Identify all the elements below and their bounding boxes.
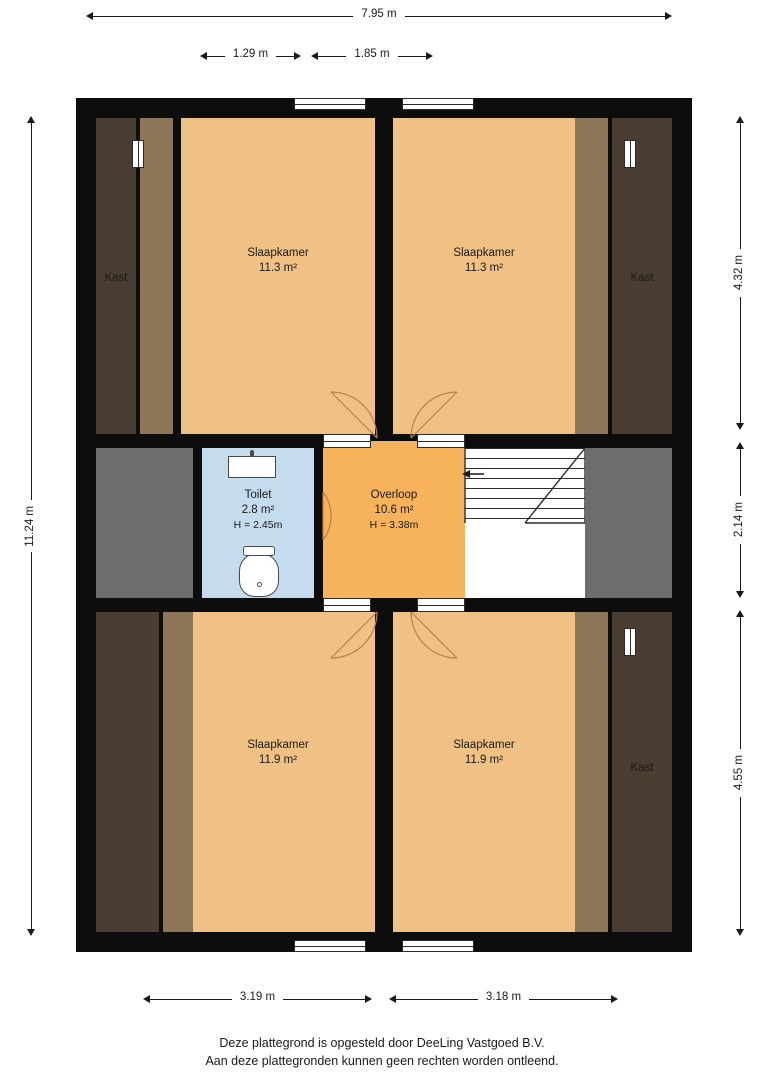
dimension-line [740, 449, 741, 496]
room-area: 10.6 m² [374, 504, 414, 516]
stair-stringer [465, 448, 595, 538]
arrow-left [86, 12, 93, 20]
closet-label-top-right [614, 271, 670, 286]
closet-name: Kast [630, 762, 654, 774]
closet-label-bottom-right [614, 761, 670, 776]
door-bottom-right-bedroom [407, 610, 467, 660]
window-right-upper [624, 140, 636, 168]
room-label-bottom-left [202, 738, 354, 768]
dimension-line [396, 999, 478, 1000]
dimension-line [150, 999, 232, 1000]
arrow-down [736, 591, 744, 598]
arrow-down [736, 423, 744, 430]
dimension-line [31, 123, 32, 500]
room-area: 11.3 m² [464, 262, 504, 274]
wc-cistern-icon [243, 546, 275, 556]
room-area: 11.9 m² [464, 754, 504, 766]
room-name: Overloop [370, 489, 418, 501]
dimension-label: 1.29 m [232, 48, 269, 61]
dimension-label: 2.14 m [733, 502, 746, 538]
closet-divider-bottom-left [159, 612, 163, 932]
closet-divider-bottom-right [608, 612, 612, 932]
party-wall-top [375, 98, 393, 434]
window-bottom-right [402, 940, 474, 952]
room-label-bottom-right [408, 738, 560, 768]
window-right-lower [624, 628, 636, 656]
wc-bowl-icon [239, 553, 279, 597]
dimension-label: 4.55 m [733, 755, 746, 791]
room-label-toilet [200, 488, 316, 533]
room-name: Slaapkamer [453, 739, 515, 751]
doorway-bottom-left [323, 598, 371, 612]
arrow-left [311, 52, 318, 60]
arrow-up [736, 610, 744, 617]
sink-fixture [228, 456, 276, 478]
dimension-label: 7.95 m [361, 8, 397, 21]
stair-direction-arrow [462, 466, 486, 482]
dimension-label: 11.24 m [24, 505, 37, 547]
window-bottom-left [294, 940, 366, 952]
dimension-line [398, 56, 426, 57]
arrow-up [27, 116, 35, 123]
window-top-left [294, 98, 366, 110]
room-name: Slaapkamer [247, 247, 309, 259]
arrow-right [294, 52, 301, 60]
dimension-right-seg-2 [733, 442, 747, 598]
room-slaapkamer-bottom-right [393, 612, 575, 932]
arrow-left [389, 995, 396, 1003]
closet-band-bottom-right [575, 612, 612, 932]
room-label-overloop [324, 488, 464, 533]
room-name: Slaapkamer [453, 247, 515, 259]
dimension-line [93, 16, 353, 17]
doorway-bottom-right [417, 598, 465, 612]
closet-divider-top-right [608, 118, 612, 434]
dimension-top-overall [86, 9, 672, 23]
arrow-left [200, 52, 207, 60]
dimension-line [276, 56, 294, 57]
dimension-line [318, 56, 346, 57]
room-area: 11.3 m² [258, 262, 298, 274]
room-name: Slaapkamer [247, 739, 309, 751]
grey-zone-middle-right [585, 448, 672, 598]
window-left-upper [132, 140, 144, 168]
sink-tap-icon [250, 450, 254, 457]
arrow-up [736, 442, 744, 449]
dimension-line [31, 552, 32, 929]
dimension-label: 4.32 m [733, 255, 746, 291]
wc-button-icon [257, 582, 262, 587]
room-slaapkamer-top-right [393, 118, 575, 434]
building-outline [76, 98, 692, 952]
doorway-top-right [417, 434, 465, 448]
dimension-line [740, 123, 741, 249]
door-top-left-bedroom [321, 390, 381, 440]
arrow-right [426, 52, 433, 60]
dimension-label: 3.18 m [485, 991, 522, 1004]
room-slaapkamer-top-left [181, 118, 375, 434]
dimension-right-seg-1 [733, 116, 747, 430]
grey-zone-middle-left [96, 448, 193, 598]
closet-label-top-left [88, 271, 144, 286]
room-label-top-right [408, 246, 560, 276]
arrow-right [611, 995, 618, 1003]
arrow-right [365, 995, 372, 1003]
door-bottom-left-bedroom [321, 610, 381, 660]
room-slaapkamer-bottom-left [193, 612, 375, 932]
dimension-label: 1.85 m [354, 48, 390, 61]
dimension-line [283, 999, 365, 1000]
closet-name: Kast [630, 272, 654, 284]
dimension-right-seg-3 [733, 610, 747, 936]
party-wall-bottom [375, 612, 393, 952]
dimension-line [740, 797, 741, 929]
footer-disclaimer [0, 1034, 764, 1070]
dimension-label: 3.19 m [239, 991, 276, 1004]
window-top-right [402, 98, 474, 110]
dimension-line [740, 617, 741, 749]
room-area: 2.8 m² [241, 504, 275, 516]
dimension-bottom-seg-2 [389, 992, 618, 1006]
arrow-down [736, 929, 744, 936]
dimension-left-overall [24, 116, 38, 936]
closet-name: Kast [104, 272, 128, 284]
dimension-line [740, 544, 741, 591]
arrow-down [27, 929, 35, 936]
closet-band-bottom-left [159, 612, 193, 932]
door-top-right-bedroom [407, 390, 467, 440]
room-height: H = 2.45m [233, 519, 283, 531]
arrow-right [665, 12, 672, 20]
room-height: H = 3.38m [369, 519, 419, 531]
wall-middle-bottom [76, 598, 692, 612]
closet-band-top-right [575, 118, 612, 434]
room-name: Toilet [244, 489, 272, 501]
dimension-line [405, 16, 665, 17]
arrow-up [736, 116, 744, 123]
dimension-line [207, 56, 225, 57]
footer-line-2: Aan deze plattegronden kunnen geen rechten worden ontleend. [205, 1054, 559, 1068]
dimension-line [529, 999, 611, 1000]
dimension-line [740, 297, 741, 423]
footer-line-1: Deze plattegrond is opgesteld door DeeLing Vastgoed B.V. [219, 1036, 545, 1050]
dimension-bottom-seg-1 [143, 992, 372, 1006]
doorway-top-left [323, 434, 371, 448]
arrow-left [143, 995, 150, 1003]
dimension-top-seg-1 [200, 49, 301, 63]
room-label-top-left [202, 246, 354, 276]
dimension-top-seg-2 [311, 49, 433, 63]
room-area: 11.9 m² [258, 754, 298, 766]
